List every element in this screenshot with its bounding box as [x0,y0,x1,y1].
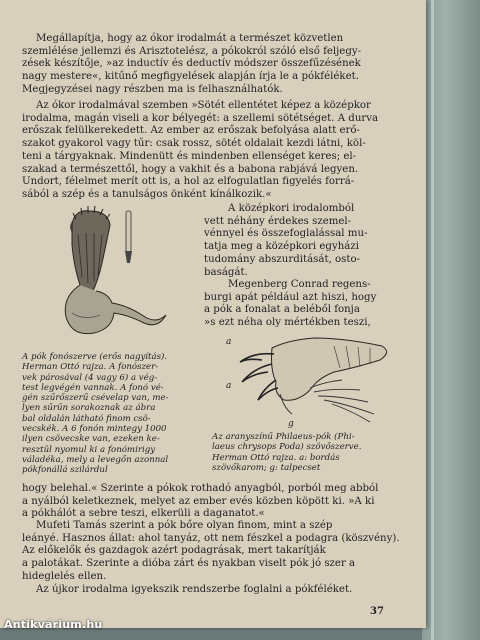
text-line: tudomány abszurditását, osto- [204,253,361,265]
text-line: Az előkelők és gazdagok azért podagrásak, mert takarítják [22,545,326,557]
label-a-upper: a [226,337,232,347]
caption-line: resztül nyomul ki a fonómirigy [22,444,156,455]
text-line: a palotákat. Szerinte a dióba zárt és nyakban viselt pók jó szer a [22,558,356,570]
caption-line: vek párosával (4 vagy 6) a vég- [22,372,158,383]
text-line: Mufeti Tamás szerint a pók bőre olyan finom, mint a szép [36,520,333,531]
caption-line: A pók fonószerve (erős nagyítás). [22,352,168,362]
text-line: a pókhálót a sebre teszi, elkerüli a daganatot.« [22,508,265,520]
caption-line: laeus chrysops Poda) szövőszerve. [212,442,362,453]
caption-line: váladéka, mely a levegőn azonnal [22,454,169,465]
cover-edge [431,0,434,640]
caption-line: bal oldalán látható finom csö- [22,413,151,424]
claw-illustration [214,330,400,430]
text-line: hideglelés ellen. [22,570,107,582]
label-a-lower: a [226,381,232,391]
paragraph-6 [22,520,406,584]
caption-line: Herman Ottó rajza. A fonószer- [22,362,159,373]
text-line: A középkori irodalomból [228,203,355,214]
text-line: a nyálból keletkeznek, melyet az ember evés közben köpött ki. »A ki [22,495,375,507]
text-line: vett néhány érdekes szemel- [204,215,352,227]
paragraph-1 [22,33,406,97]
text-line: nagy mestere«, kitűnő megfigyelések alapján írja le a pókféléket. [22,71,359,83]
text-line: szakot gyakorol vagy tűr: csak rossz, sötét oldalait kezdi látni, köl- [22,138,366,150]
text-line: baságát. [204,266,248,278]
text-line: Undort, félelmet merít ott is, a hol az elfogulatlan figyelés forrá- [22,176,355,188]
text-line: leányé. Hasznos állat: ahol tanyáz, ott nem fészkel a podagra (köszvény). [22,532,400,544]
paragraph-3 [204,203,406,279]
text-line: teni a tárgyaknak. Mindenütt és mindenben ellenséget keres; el- [22,150,357,162]
text-line: Az ókor irodalmával szemben »Sötét ellentétet képez a középkor [36,100,371,111]
caption-line: Herman Ottó rajza. a: bordás [212,452,340,463]
text-line: zések készítője, »az inductív és deductív módszer összefűzésének [22,58,361,70]
label-g: g [288,419,294,429]
caption-line: ilyen csövecske van, ezeken ke- [22,434,160,445]
text-line: vénnyel és összefoglalással mu- [204,228,368,240]
paragraph-7 [22,584,406,597]
text-line: irodalma, magán viseli a kor bélyegét: a szellemi sötétséget. A durva [22,112,379,124]
text-line: szemlélése jellemzi és Arisztotelész, a pókokról szóló első feljegy- [22,45,362,57]
page-number: 37 [370,606,384,617]
text-line: hogy belehal.« Szerinte a pókok rothadó anyagból, porból meg abból [22,483,379,494]
text-line: burgi apát például azt hiszi, hogy [204,291,377,303]
paragraph-4 [204,279,406,330]
caption-line: pókfonállá szilárdul [22,465,108,476]
text-line: Az újkor irodalma igyekszik rendszerbe foglalni a pókféléket. [36,584,353,595]
watermark: Antikvárium.hu [4,618,103,631]
text-line: a pók a fonalat a beléből fonja [204,304,360,316]
caption-line: lyen sűrűn sorakoznak az ábra [22,403,156,414]
text-line: Megjegyzései nagy részben ma is felhasználhatók. [22,83,283,95]
text-line: Megenberg Conrad regens- [228,279,371,290]
text-line: sából a szép és a tanulságos önként kínálkozik.« [22,188,272,200]
spinneret-illustration [48,205,188,353]
paragraph-2 [22,100,406,202]
caption-line: gén szűrőszerű csévelap van, me- [22,393,169,404]
text-line: Megállapítja, hogy az ókor irodalmát a természet közvetlen [36,33,344,44]
text-line: erőszak felülkerekedett. Az ember az erőszak befolyása alatt erő- [22,125,360,137]
caption-line: vecskék. A 6 fonón mintegy 1000 [22,424,167,435]
caption-line: szövőkarom; g: talpecset [212,462,321,473]
caption-line: test legvégén vannak. A fonó vé- [22,382,164,393]
left-figure-caption [22,352,198,476]
caption-line: Az aranyszínű Philaeus-pók (Phi- [212,432,355,442]
paragraph-5 [22,483,406,521]
text-line: »s ezt néha oly mértékben teszi, [204,317,371,329]
text-line: tatja meg a középkori egyházi [204,241,359,253]
text-line: szakad a természettől, hogy a vakhit és a babona rabjává legyen. [22,163,359,175]
right-figure-caption [212,432,406,473]
